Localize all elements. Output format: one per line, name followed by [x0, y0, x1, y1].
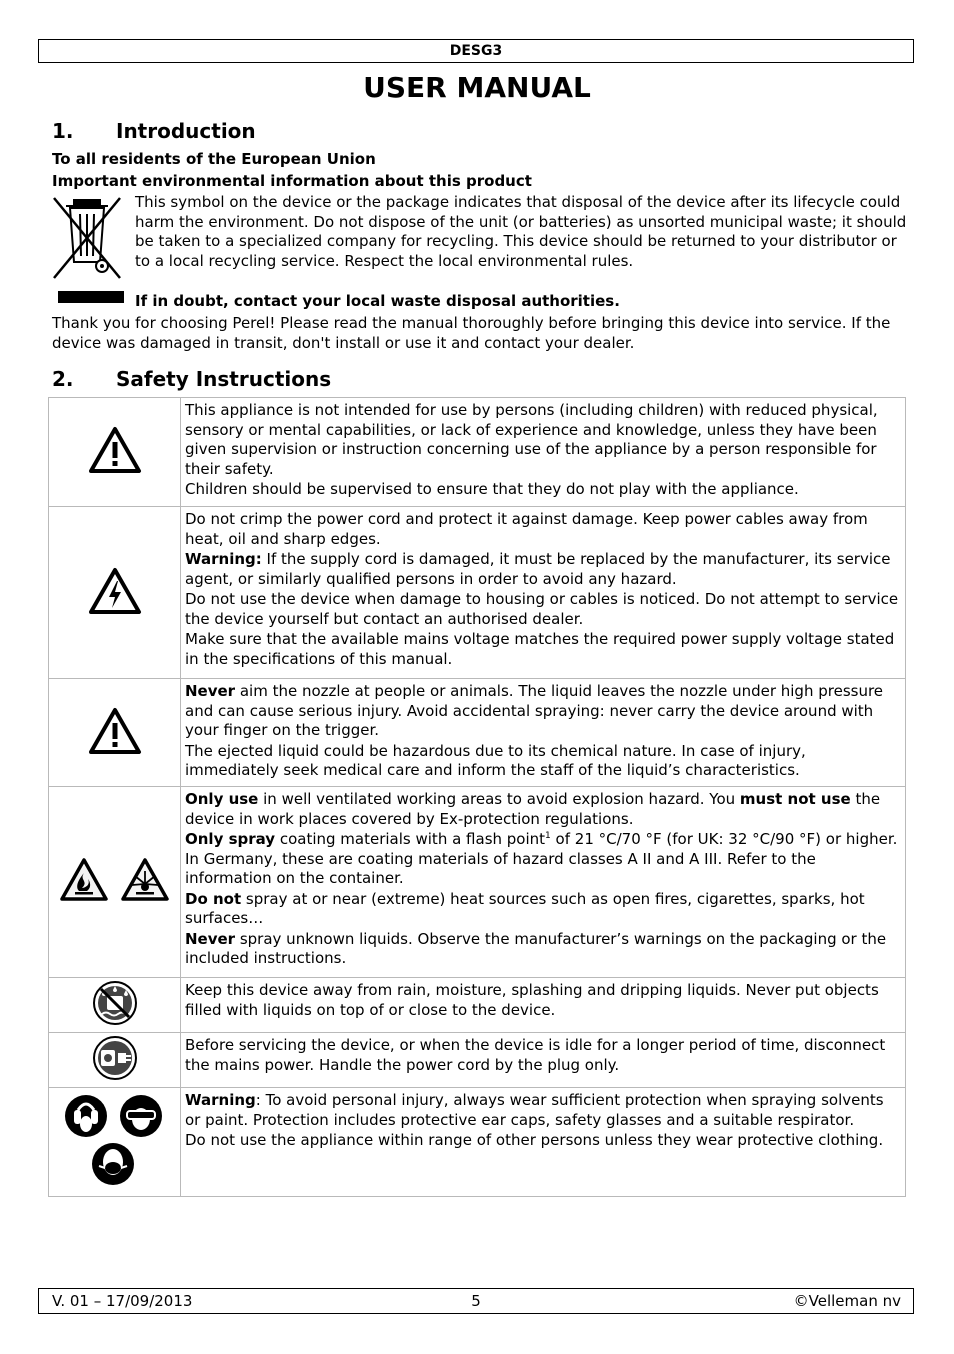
safety-text-rest: If the supply cord is damaged, it must be replaced by the manufacturer, its service agent, or similarly qualified persons in order to avoid any hazard. — [185, 550, 891, 588]
section-introduction-title — [52, 118, 256, 144]
safety-text-rest: coating materials with a flash point — [275, 830, 546, 848]
safety-text: Before servicing the device, or when the device is idle for a longer period of time, disconnect the mains power. Handle the power cord by the plug only. — [185, 1036, 886, 1074]
bold-lead: Only use — [185, 790, 259, 808]
section-number: 2. — [52, 367, 74, 391]
environment-heading: Important environmental information about this product — [52, 172, 532, 190]
footer-page-number: 5 — [471, 1292, 481, 1310]
safety-text — [185, 830, 902, 889]
safety-row — [49, 398, 906, 507]
weee-bar — [58, 291, 124, 303]
safety-text — [185, 550, 902, 589]
safety-text-rest: spray unknown liquids. Observe the manufacturer’s warnings on the packaging or the included instructions. — [185, 929, 887, 967]
unplug-icon — [92, 1035, 138, 1081]
bold-lead: Warning: — [185, 550, 262, 568]
safety-text — [185, 682, 902, 741]
safety-text: Do not use the appliance within range of other persons unless they wear protective clothing. — [185, 1131, 884, 1149]
warning-triangle-icon — [88, 426, 142, 474]
safety-row — [49, 679, 906, 787]
section-title-text: Introduction — [116, 119, 256, 143]
safety-text: This appliance is not intended for use by persons (including children) with reduced physical, sensory or mental capabilities, or lack of experience and knowledge, unless they have been given supervision or instruction concerning use of the appliance by a person responsible for their safety. — [185, 401, 878, 478]
bold-lead: Never — [185, 682, 236, 700]
explosive-icon — [120, 857, 170, 903]
protection-gear-icons — [64, 1092, 166, 1188]
safety-text — [185, 890, 902, 929]
residents-heading: To all residents of the European Union — [52, 150, 376, 168]
warning-triangle-icon — [88, 707, 142, 755]
safety-text: Do not use the device when damage to housing or cables is noticed. Do not attempt to service the device yourself but contact an authorised dealer. — [185, 590, 899, 628]
ear-protection-icon — [65, 1095, 107, 1137]
safety-text-rest: in well ventilated working areas to avoid explosion hazard. You — [258, 790, 740, 808]
flammable-icon — [59, 857, 109, 903]
safety-text-rest: aim the nozzle at people or animals. The liquid leaves the nozzle under high pressure and can cause serious injury. Avoid accidental spraying: never carry the device around with your finger on the trigger. — [185, 682, 884, 739]
crossed-out-bin-icon — [52, 194, 124, 284]
footnote-ref: 1 — [545, 831, 551, 841]
safety-glasses-icon — [120, 1095, 162, 1137]
footer-version: V. 01 – 17/09/2013 — [52, 1292, 193, 1310]
safety-text — [185, 790, 902, 829]
environment-doubt-text: If in doubt, contact your local waste disposal authorities. — [135, 292, 620, 310]
safety-text-rest: of 21 °C/70 °F (for UK: 32 °C/90 °F) or higher. In Germany, these are coating materials of hazard classes A II and A III. Refer to the information on the container. — [185, 830, 898, 887]
moisture-icon — [92, 980, 138, 1026]
safety-row — [49, 787, 906, 978]
safety-text — [185, 1091, 902, 1130]
section-number: 1. — [52, 119, 74, 143]
bold-lead: Never — [185, 929, 236, 948]
footer-copyright: ©Velleman nv — [793, 1292, 901, 1310]
section-title-text: Safety Instructions — [116, 367, 332, 391]
respirator-icon — [92, 1143, 134, 1185]
header-model: DESG3 — [38, 39, 914, 63]
section-safety-title — [52, 366, 331, 392]
page-title: USER MANUAL — [363, 71, 591, 104]
safety-text-rest: the device in work places covered by Ex-protection regulations. — [185, 790, 881, 828]
safety-text: Children should be supervised to ensure that they do not play with the appliance. — [185, 480, 799, 498]
safety-row — [49, 507, 906, 679]
safety-text: Do not crimp the power cord and protect it against damage. Keep power cables away from heat, oil and sharp edges. — [185, 510, 868, 548]
safety-text: Keep this device away from rain, moisture, splashing and dripping liquids. Never put objects filled with liquids on top of or close to the device. — [185, 981, 879, 1019]
safety-table — [48, 397, 906, 1197]
safety-row — [49, 978, 906, 1033]
thanks-paragraph: Thank you for choosing Perel! Please read the manual thoroughly before bringing this device into service. If the device was damaged in transit, don't install or use it and contact your dealer. — [52, 314, 891, 352]
safety-row — [49, 1033, 906, 1088]
safety-row — [49, 1088, 906, 1197]
bold-lead: Only spray — [185, 830, 276, 848]
bold-lead: Do not — [185, 889, 242, 908]
safety-text: The ejected liquid could be hazardous due to its chemical nature. In case of injury, immediately seek medical care and inform the staff of the liquid’s characteristics. — [185, 741, 806, 779]
environment-text: This symbol on the device or the package indicates that disposal of the device after its lifecycle could harm the environment. Do not dispose of the unit (or batteries) as unsorted municipal waste; it should be taken to a specialized company for recycling. This device should be returned to your distributor or to a local recycling service. Respect the local environmental rules. — [135, 193, 907, 270]
bold-lead: Warning — [185, 1091, 256, 1109]
safety-text — [185, 930, 902, 969]
safety-text-rest: spray at or near (extreme) heat sources such as open fires, cigarettes, sparks, hot surfaces… — [185, 889, 865, 927]
bold-inline: must not use — [739, 790, 851, 808]
safety-text: Make sure that the available mains voltage matches the required power supply voltage stated in the specifications of this manual. — [185, 630, 895, 668]
safety-text-rest: : To avoid personal injury, always wear sufficient protection when spraying solvents or paint. Protection includes protective ear caps, safety glasses and a suitable respirator. — [185, 1091, 884, 1129]
electric-shock-icon — [88, 567, 142, 615]
page-footer — [38, 1288, 914, 1314]
